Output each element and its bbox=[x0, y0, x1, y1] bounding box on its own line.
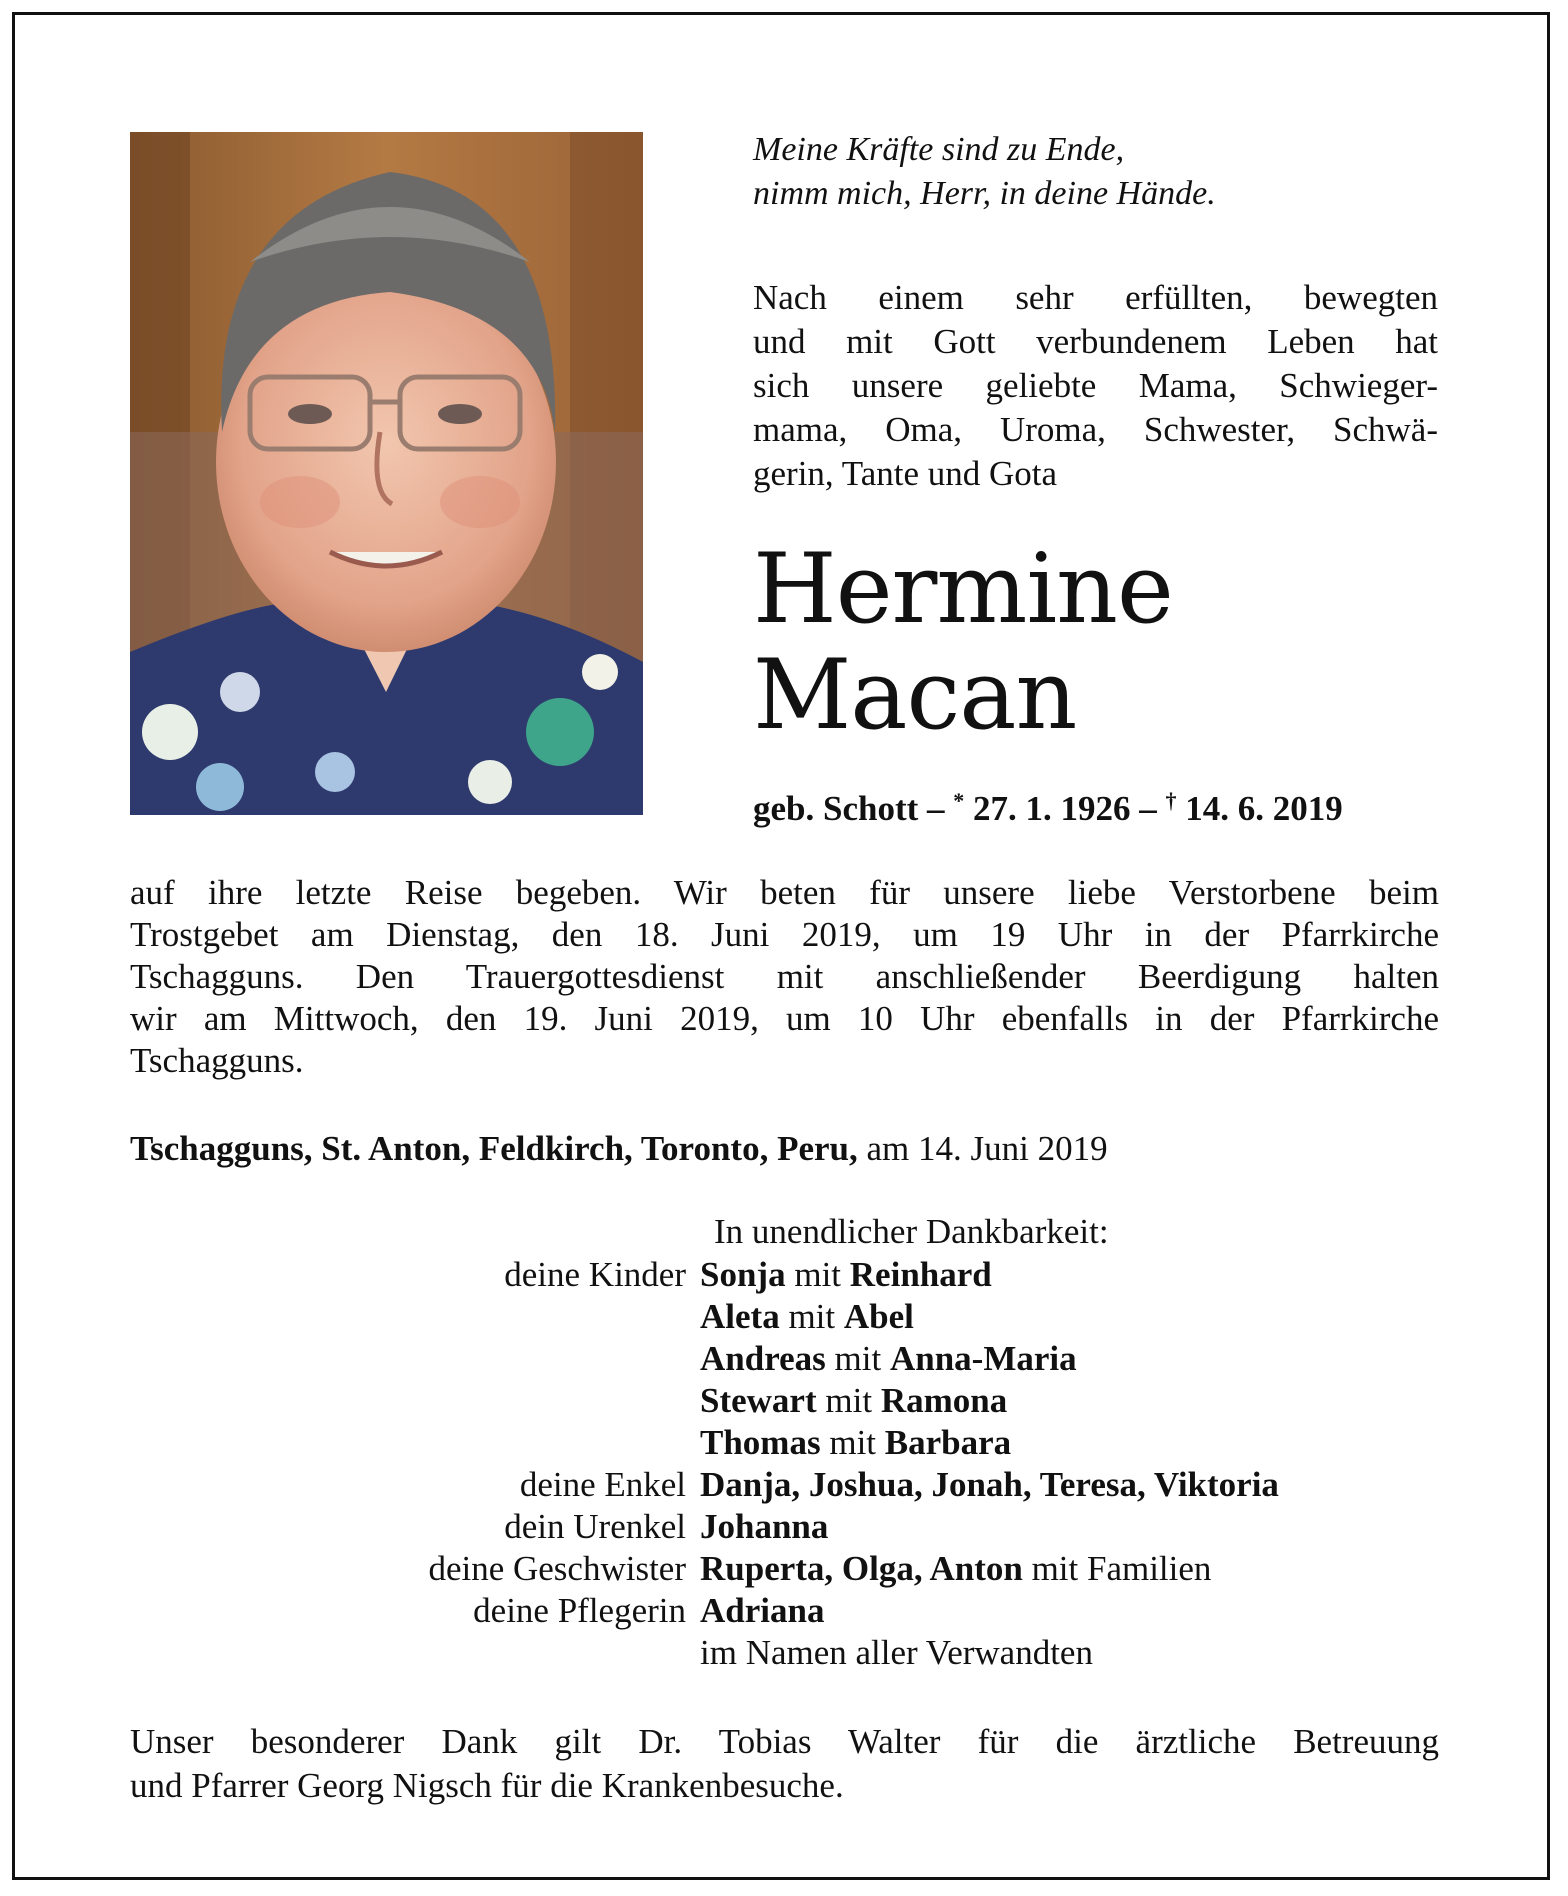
grandchildren-names: Danja, Joshua, Jonah, Teresa, Viktoria bbox=[700, 1465, 1279, 1504]
child-name: Aleta bbox=[700, 1297, 780, 1336]
closing-thanks bbox=[130, 1720, 1439, 1808]
relation-label: deine Pflegerin bbox=[473, 1591, 686, 1630]
intro-line: gerin, Tante und Gota bbox=[753, 454, 1058, 493]
siblings-suffix: mit Familien bbox=[1022, 1549, 1212, 1588]
intro-line: Nach einem sehr erfüllten, bewegten bbox=[753, 278, 1438, 317]
body-line: auf ihre letzte Reise begeben. Wir beten für unsere liebe Verstorbene beim bbox=[130, 873, 1439, 912]
connector: mit bbox=[825, 1339, 890, 1378]
intro-line: und mit Gott verbundenem Leben hat bbox=[753, 322, 1438, 361]
partner-name: Abel bbox=[843, 1297, 914, 1336]
body-line: Trostgebet am Dienstag, den 18. Juni 2019, um 19 Uhr in der Pfarrkirche bbox=[130, 915, 1439, 954]
death-date: 14. 6. 2019 bbox=[1176, 789, 1343, 828]
body-line: wir am Mittwoch, den 19. Juni 2019, um 10 Uhr ebenfalls in der Pfarrkirche bbox=[130, 999, 1439, 1038]
list-item bbox=[130, 1338, 1450, 1380]
partner-name: Barbara bbox=[884, 1423, 1012, 1462]
child-name: Andreas bbox=[700, 1339, 826, 1378]
relation-label: deine Kinder bbox=[504, 1255, 686, 1294]
motto-line: Meine Kräfte sind zu Ende, bbox=[753, 131, 1125, 168]
list-item bbox=[130, 1296, 1450, 1338]
partner-name: Ramona bbox=[880, 1381, 1008, 1420]
connector: mit bbox=[779, 1297, 844, 1336]
closing-line: Unser besonderer Dank gilt Dr. Tobias Walter für die ärztliche Betreuung bbox=[130, 1722, 1439, 1761]
child-name: Thomas bbox=[700, 1423, 821, 1462]
portrait-photo bbox=[130, 132, 643, 815]
intro-line: mama, Oma, Uroma, Schwester, Schwä- bbox=[753, 410, 1438, 449]
relation-label: dein Urenkel bbox=[504, 1507, 686, 1546]
intro-paragraph bbox=[753, 276, 1438, 496]
connector: mit bbox=[785, 1255, 850, 1294]
child-name: Stewart bbox=[700, 1381, 817, 1420]
first-name: Hermine bbox=[753, 533, 1173, 645]
body-line: Tschagguns. Den Trauergottesdienst mit anschließender Beerdigung halten bbox=[130, 957, 1439, 996]
partner-name: Reinhard bbox=[849, 1255, 992, 1294]
relation-label: deine Enkel bbox=[519, 1465, 686, 1504]
separator: – bbox=[1130, 789, 1166, 828]
child-name: Sonja bbox=[700, 1255, 786, 1294]
relation-label: deine Geschwister bbox=[428, 1549, 686, 1588]
life-dates bbox=[753, 778, 1343, 832]
motto-verse bbox=[753, 128, 1453, 216]
list-item bbox=[130, 1380, 1450, 1422]
partner-name: Anna-Maria bbox=[889, 1339, 1077, 1378]
connector: mit bbox=[820, 1423, 885, 1462]
connector: mit bbox=[816, 1381, 881, 1420]
funeral-details bbox=[130, 872, 1439, 1082]
maiden-name: geb. Schott bbox=[753, 789, 919, 828]
caregiver-name: Adriana bbox=[700, 1591, 825, 1630]
place-date bbox=[130, 1126, 1108, 1172]
relatives-note: im Namen aller Verwandten bbox=[700, 1633, 1093, 1672]
notice-date: am 14. Juni 2019 bbox=[857, 1129, 1108, 1168]
list-item bbox=[130, 1422, 1450, 1464]
deceased-name bbox=[753, 533, 1173, 751]
list-item bbox=[130, 1590, 1450, 1632]
separator: – bbox=[918, 789, 954, 828]
body-line: Tschagguns. bbox=[130, 1041, 304, 1080]
list-item bbox=[130, 1548, 1450, 1590]
list-item bbox=[130, 1632, 1450, 1674]
birth-date: 27. 1. 1926 bbox=[964, 789, 1131, 828]
closing-line: und Pfarrer Georg Nigsch für die Krankenbesuche. bbox=[130, 1766, 844, 1805]
death-symbol: † bbox=[1165, 788, 1177, 813]
locations: Tschagguns, St. Anton, Feldkirch, Toronto, Peru, bbox=[130, 1129, 858, 1168]
mourners-list bbox=[130, 1254, 1450, 1674]
last-name: Macan bbox=[753, 639, 1077, 751]
great-grandchild-name: Johanna bbox=[700, 1507, 829, 1546]
intro-line: sich unsere geliebte Mama, Schwieger- bbox=[753, 366, 1438, 405]
siblings-names: Ruperta, Olga, Anton bbox=[700, 1549, 1023, 1588]
thanks-heading: In unendlicher Dankbarkeit: bbox=[714, 1212, 1109, 1251]
list-item bbox=[130, 1464, 1450, 1506]
motto-line: nimm mich, Herr, in deine Hände. bbox=[753, 175, 1216, 212]
list-item bbox=[130, 1254, 1450, 1296]
list-item bbox=[130, 1506, 1450, 1548]
birth-symbol: * bbox=[953, 788, 965, 813]
